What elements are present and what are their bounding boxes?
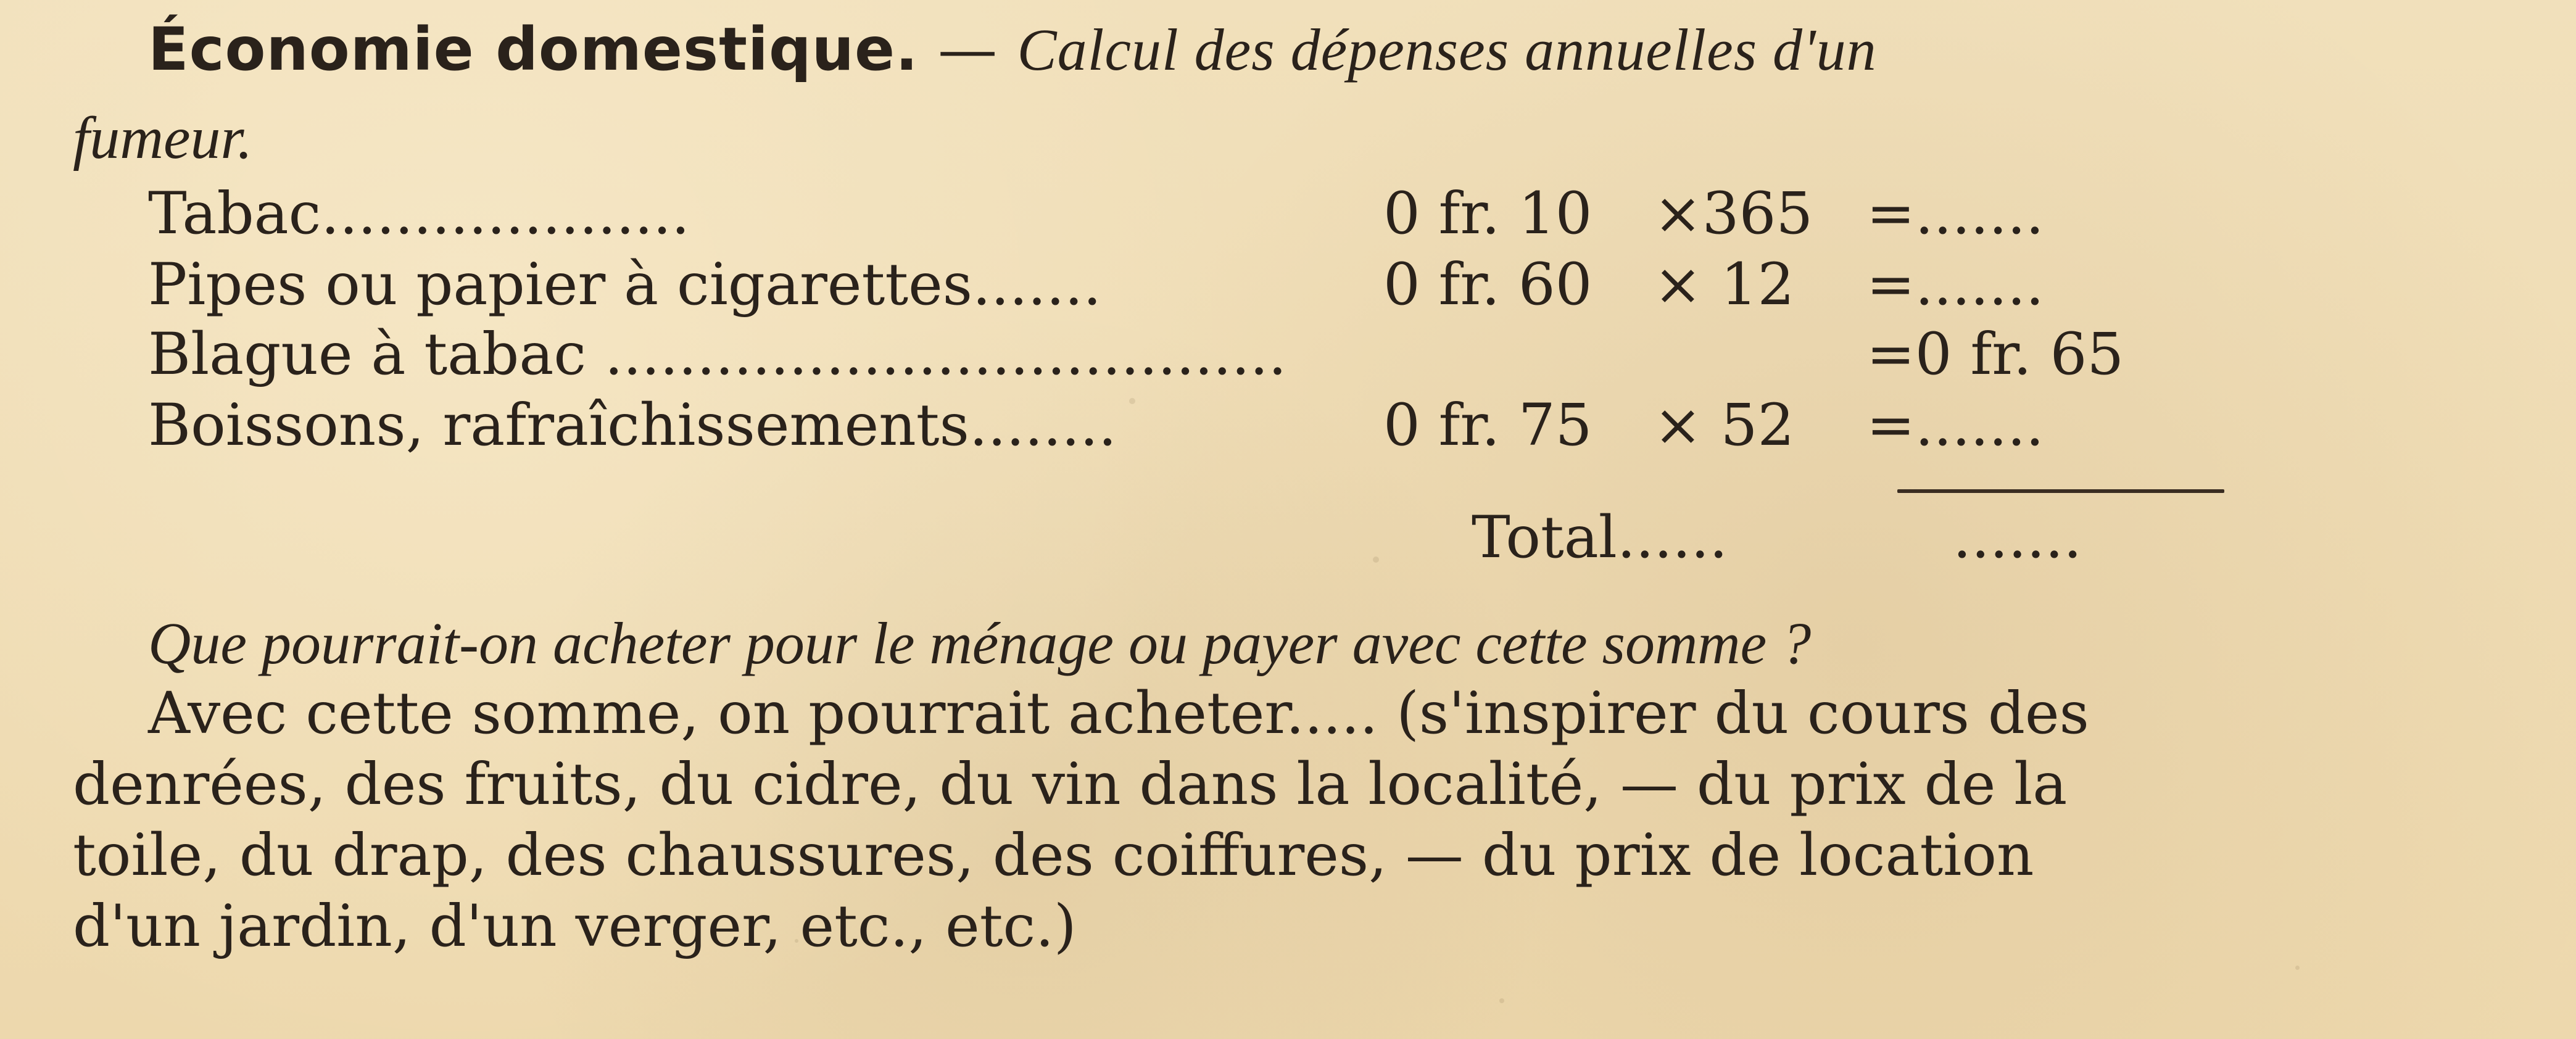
section-title — [148, 15, 1877, 84]
paragraph-line: d'un jardin, d'un verger, etc., etc.) — [73, 893, 1077, 960]
title-italic-line2: fumeur. — [73, 105, 253, 172]
paper-spot — [1129, 398, 1135, 404]
expense-price: 0 fr. 75 — [1383, 392, 1592, 459]
paper-spot — [1373, 557, 1379, 563]
expense-result: =....... — [1866, 180, 2044, 247]
expense-row — [148, 251, 1102, 318]
expense-label: Blague à tabac ..................................... — [148, 321, 1287, 388]
expense-result: =....... — [1866, 251, 2044, 318]
expense-multiplier: ×365 — [1654, 180, 1813, 247]
expense-label: Pipes ou papier à cigarettes....... — [148, 251, 1102, 318]
expense-row — [148, 392, 1117, 459]
expense-multiplier: × 52 — [1654, 392, 1795, 459]
total-value: ....... — [1953, 504, 2082, 571]
total-label: Total...... — [1472, 504, 1728, 571]
title-dash: — — [938, 15, 998, 84]
paragraph-line: denrées, des fruits, du cidre, du vin dans la localité, — du prix de la — [73, 751, 2068, 818]
expense-multiplier: × 12 — [1654, 251, 1795, 318]
expense-row — [148, 180, 690, 247]
expense-result: =0 fr. 65 — [1866, 321, 2124, 388]
paragraph-line: Avec cette somme, on pourrait acheter..... (s'inspirer du cours des — [148, 680, 2089, 747]
paper-spot — [2295, 966, 2300, 970]
expense-price: 0 fr. 10 — [1383, 180, 1592, 247]
expense-label: Tabac.................... — [148, 180, 690, 247]
expense-price: 0 fr. 60 — [1383, 251, 1592, 318]
expense-row — [148, 321, 1287, 388]
expense-label: Boissons, rafraîchissements........ — [148, 392, 1117, 459]
total-rule — [1897, 489, 2224, 493]
title-bold: Économie domestique. — [148, 15, 919, 84]
expense-result: =....... — [1866, 392, 2044, 459]
question-line: Que pourrait-on acheter pour le ménage ou payer avec cette somme ? — [148, 610, 1812, 676]
paragraph-line: toile, du drap, des chaussures, des coiffures, — du prix de location — [73, 822, 2034, 889]
paper-spot — [1499, 998, 1504, 1003]
title-italic-line1: Calcul des dépenses annuelles d'un — [1017, 17, 1877, 83]
